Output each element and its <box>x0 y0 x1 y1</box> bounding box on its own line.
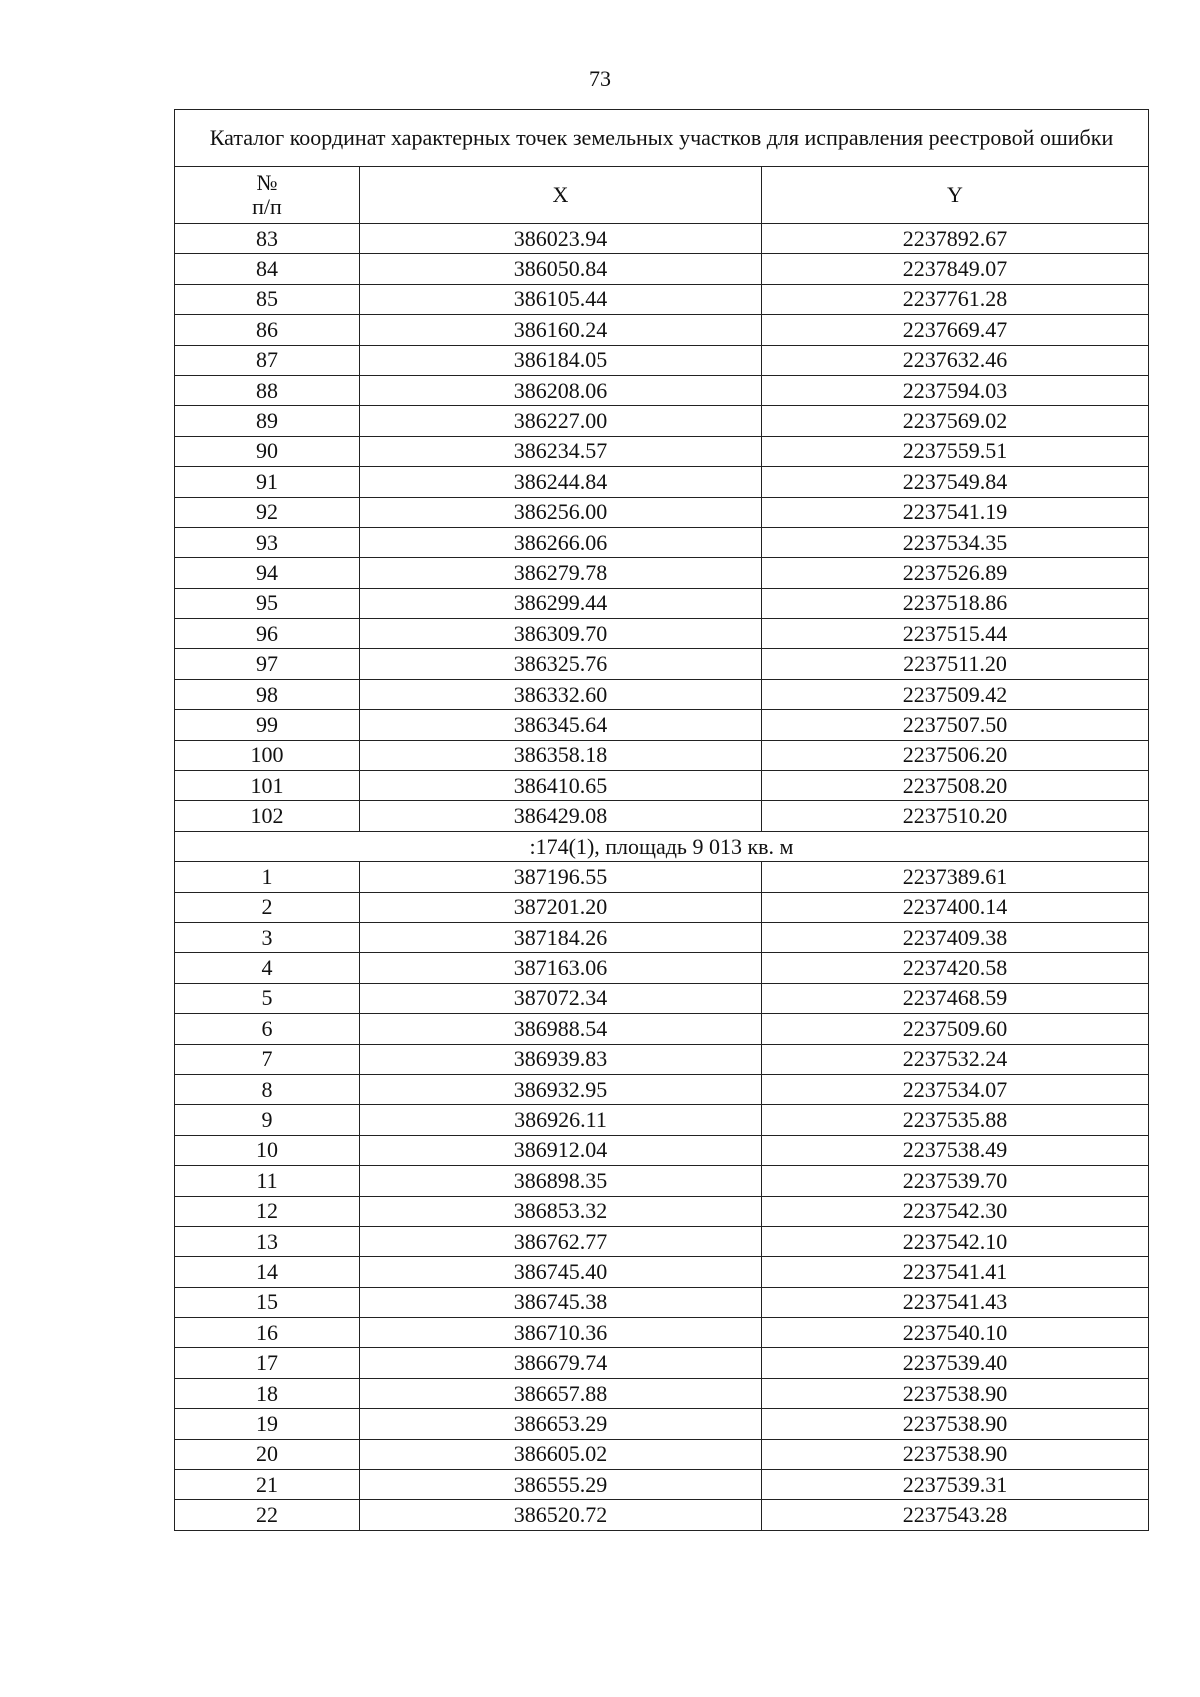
y-coordinate-cell: 2237541.19 <box>762 497 1149 527</box>
table-row <box>175 1105 1149 1135</box>
table-row <box>175 1257 1149 1287</box>
table-row <box>175 862 1149 892</box>
y-coordinate-cell: 2237506.20 <box>762 740 1149 770</box>
table-row <box>175 679 1149 709</box>
table-row <box>175 771 1149 801</box>
x-coordinate-cell: 386332.60 <box>360 679 762 709</box>
point-number-cell: 86 <box>175 315 360 345</box>
table-row <box>175 710 1149 740</box>
table-row <box>175 1318 1149 1348</box>
point-number-cell: 102 <box>175 801 360 831</box>
x-coordinate-cell: 386105.44 <box>360 284 762 314</box>
x-coordinate-cell: 386745.38 <box>360 1287 762 1317</box>
table-row <box>175 1287 1149 1317</box>
y-coordinate-cell: 2237549.84 <box>762 467 1149 497</box>
table-row <box>175 1439 1149 1469</box>
x-coordinate-cell: 386605.02 <box>360 1439 762 1469</box>
x-coordinate-cell: 387072.34 <box>360 983 762 1013</box>
x-coordinate-cell: 386279.78 <box>360 558 762 588</box>
x-coordinate-cell: 386520.72 <box>360 1500 762 1530</box>
y-coordinate-cell: 2237892.67 <box>762 224 1149 254</box>
table-row <box>175 1135 1149 1165</box>
table-row <box>175 497 1149 527</box>
x-coordinate-cell: 386932.95 <box>360 1074 762 1104</box>
x-coordinate-cell: 387184.26 <box>360 922 762 952</box>
x-coordinate-cell: 386939.83 <box>360 1044 762 1074</box>
y-coordinate-cell: 2237508.20 <box>762 771 1149 801</box>
column-header-number-line2: п/п <box>252 194 282 219</box>
point-number-cell: 87 <box>175 345 360 375</box>
table-row <box>175 588 1149 618</box>
coordinates-table <box>174 109 1149 1531</box>
table-row <box>175 1226 1149 1256</box>
x-coordinate-cell: 386299.44 <box>360 588 762 618</box>
y-coordinate-cell: 2237535.88 <box>762 1105 1149 1135</box>
y-coordinate-cell: 2237420.58 <box>762 953 1149 983</box>
x-coordinate-cell: 386234.57 <box>360 436 762 466</box>
x-coordinate-cell: 386853.32 <box>360 1196 762 1226</box>
point-number-cell: 11 <box>175 1166 360 1196</box>
table-header-row <box>175 167 1149 224</box>
point-number-cell: 15 <box>175 1287 360 1317</box>
x-coordinate-cell: 386023.94 <box>360 224 762 254</box>
y-coordinate-cell: 2237761.28 <box>762 284 1149 314</box>
y-coordinate-cell: 2237532.24 <box>762 1044 1149 1074</box>
table-body <box>175 224 1149 1531</box>
page-number: 73 <box>589 66 611 91</box>
point-number-cell: 19 <box>175 1409 360 1439</box>
point-number-cell: 18 <box>175 1378 360 1408</box>
point-number-cell: 5 <box>175 983 360 1013</box>
table-title-row <box>175 110 1149 167</box>
y-coordinate-cell: 2237632.46 <box>762 345 1149 375</box>
x-coordinate-cell: 386762.77 <box>360 1226 762 1256</box>
x-coordinate-cell: 386926.11 <box>360 1105 762 1135</box>
point-number-cell: 93 <box>175 527 360 557</box>
y-coordinate-cell: 2237538.49 <box>762 1135 1149 1165</box>
table-row <box>175 436 1149 466</box>
y-coordinate-cell: 2237518.86 <box>762 588 1149 618</box>
point-number-cell: 21 <box>175 1470 360 1500</box>
x-coordinate-cell: 386710.36 <box>360 1318 762 1348</box>
x-coordinate-cell: 386345.64 <box>360 710 762 740</box>
x-coordinate-cell: 387201.20 <box>360 892 762 922</box>
y-coordinate-cell: 2237849.07 <box>762 254 1149 284</box>
x-coordinate-cell: 386266.06 <box>360 527 762 557</box>
x-coordinate-cell: 386745.40 <box>360 1257 762 1287</box>
table-row <box>175 1470 1149 1500</box>
table-row <box>175 315 1149 345</box>
table-row <box>175 983 1149 1013</box>
column-header-number <box>175 167 360 224</box>
x-coordinate-cell: 386358.18 <box>360 740 762 770</box>
point-number-cell: 100 <box>175 740 360 770</box>
point-number-cell: 95 <box>175 588 360 618</box>
section-caption: :174(1), площадь 9 013 кв. м <box>175 831 1149 861</box>
table-row <box>175 740 1149 770</box>
table-row <box>175 1166 1149 1196</box>
y-coordinate-cell: 2237541.41 <box>762 1257 1149 1287</box>
point-number-cell: 84 <box>175 254 360 284</box>
y-coordinate-cell: 2237389.61 <box>762 862 1149 892</box>
y-coordinate-cell: 2237515.44 <box>762 619 1149 649</box>
y-coordinate-cell: 2237409.38 <box>762 922 1149 952</box>
point-number-cell: 6 <box>175 1014 360 1044</box>
point-number-cell: 9 <box>175 1105 360 1135</box>
y-coordinate-cell: 2237468.59 <box>762 983 1149 1013</box>
point-number-cell: 98 <box>175 679 360 709</box>
table-title: Каталог координат характерных точек земельных участков для исправления реестровой ошибки <box>175 110 1149 167</box>
point-number-cell: 88 <box>175 375 360 405</box>
point-number-cell: 99 <box>175 710 360 740</box>
point-number-cell: 12 <box>175 1196 360 1226</box>
x-coordinate-cell: 386898.35 <box>360 1166 762 1196</box>
point-number-cell: 91 <box>175 467 360 497</box>
table-row <box>175 345 1149 375</box>
x-coordinate-cell: 386555.29 <box>360 1470 762 1500</box>
column-header-y: Y <box>762 167 1149 224</box>
table-row <box>175 375 1149 405</box>
x-coordinate-cell: 386160.24 <box>360 315 762 345</box>
point-number-cell: 7 <box>175 1044 360 1074</box>
table-row <box>175 1409 1149 1439</box>
point-number-cell: 2 <box>175 892 360 922</box>
table-row <box>175 1196 1149 1226</box>
y-coordinate-cell: 2237538.90 <box>762 1409 1149 1439</box>
x-coordinate-cell: 386679.74 <box>360 1348 762 1378</box>
x-coordinate-cell: 386208.06 <box>360 375 762 405</box>
y-coordinate-cell: 2237541.43 <box>762 1287 1149 1317</box>
y-coordinate-cell: 2237539.70 <box>762 1166 1149 1196</box>
y-coordinate-cell: 2237400.14 <box>762 892 1149 922</box>
table-row <box>175 1378 1149 1408</box>
table-row <box>175 922 1149 952</box>
y-coordinate-cell: 2237510.20 <box>762 801 1149 831</box>
point-number-cell: 97 <box>175 649 360 679</box>
x-coordinate-cell: 386325.76 <box>360 649 762 679</box>
table-row <box>175 619 1149 649</box>
y-coordinate-cell: 2237507.50 <box>762 710 1149 740</box>
x-coordinate-cell: 386184.05 <box>360 345 762 375</box>
column-header-number-line1: № <box>256 170 278 195</box>
x-coordinate-cell: 387196.55 <box>360 862 762 892</box>
point-number-cell: 83 <box>175 224 360 254</box>
point-number-cell: 85 <box>175 284 360 314</box>
x-coordinate-cell: 386309.70 <box>360 619 762 649</box>
point-number-cell: 10 <box>175 1135 360 1165</box>
table-row <box>175 1074 1149 1104</box>
table-row <box>175 406 1149 436</box>
point-number-cell: 16 <box>175 1318 360 1348</box>
point-number-cell: 101 <box>175 771 360 801</box>
y-coordinate-cell: 2237569.02 <box>762 406 1149 436</box>
x-coordinate-cell: 386657.88 <box>360 1378 762 1408</box>
y-coordinate-cell: 2237542.10 <box>762 1226 1149 1256</box>
table-row <box>175 224 1149 254</box>
x-coordinate-cell: 386410.65 <box>360 771 762 801</box>
y-coordinate-cell: 2237534.35 <box>762 527 1149 557</box>
table-row <box>175 801 1149 831</box>
table-row <box>175 558 1149 588</box>
x-coordinate-cell: 386256.00 <box>360 497 762 527</box>
point-number-cell: 89 <box>175 406 360 436</box>
x-coordinate-cell: 386653.29 <box>360 1409 762 1439</box>
table-row <box>175 892 1149 922</box>
y-coordinate-cell: 2237538.90 <box>762 1378 1149 1408</box>
table-row <box>175 467 1149 497</box>
x-coordinate-cell: 386244.84 <box>360 467 762 497</box>
x-coordinate-cell: 386429.08 <box>360 801 762 831</box>
point-number-cell: 8 <box>175 1074 360 1104</box>
section-caption-row <box>175 831 1149 861</box>
table-row <box>175 1014 1149 1044</box>
y-coordinate-cell: 2237539.40 <box>762 1348 1149 1378</box>
y-coordinate-cell: 2237539.31 <box>762 1470 1149 1500</box>
point-number-cell: 1 <box>175 862 360 892</box>
point-number-cell: 3 <box>175 922 360 952</box>
y-coordinate-cell: 2237534.07 <box>762 1074 1149 1104</box>
table-row <box>175 254 1149 284</box>
table-row <box>175 527 1149 557</box>
point-number-cell: 96 <box>175 619 360 649</box>
y-coordinate-cell: 2237543.28 <box>762 1500 1149 1530</box>
x-coordinate-cell: 386227.00 <box>360 406 762 436</box>
point-number-cell: 92 <box>175 497 360 527</box>
table-row <box>175 284 1149 314</box>
x-coordinate-cell: 386988.54 <box>360 1014 762 1044</box>
y-coordinate-cell: 2237509.42 <box>762 679 1149 709</box>
y-coordinate-cell: 2237669.47 <box>762 315 1149 345</box>
point-number-cell: 22 <box>175 1500 360 1530</box>
y-coordinate-cell: 2237594.03 <box>762 375 1149 405</box>
x-coordinate-cell: 387163.06 <box>360 953 762 983</box>
point-number-cell: 4 <box>175 953 360 983</box>
y-coordinate-cell: 2237540.10 <box>762 1318 1149 1348</box>
point-number-cell: 20 <box>175 1439 360 1469</box>
point-number-cell: 14 <box>175 1257 360 1287</box>
table-row <box>175 649 1149 679</box>
point-number-cell: 94 <box>175 558 360 588</box>
y-coordinate-cell: 2237526.89 <box>762 558 1149 588</box>
table-row <box>175 1348 1149 1378</box>
y-coordinate-cell: 2237538.90 <box>762 1439 1149 1469</box>
table-row <box>175 1500 1149 1530</box>
y-coordinate-cell: 2237509.60 <box>762 1014 1149 1044</box>
point-number-cell: 13 <box>175 1226 360 1256</box>
y-coordinate-cell: 2237559.51 <box>762 436 1149 466</box>
y-coordinate-cell: 2237542.30 <box>762 1196 1149 1226</box>
x-coordinate-cell: 386912.04 <box>360 1135 762 1165</box>
table-row <box>175 953 1149 983</box>
x-coordinate-cell: 386050.84 <box>360 254 762 284</box>
table-row <box>175 1044 1149 1074</box>
y-coordinate-cell: 2237511.20 <box>762 649 1149 679</box>
column-header-x: X <box>360 167 762 224</box>
point-number-cell: 90 <box>175 436 360 466</box>
point-number-cell: 17 <box>175 1348 360 1378</box>
